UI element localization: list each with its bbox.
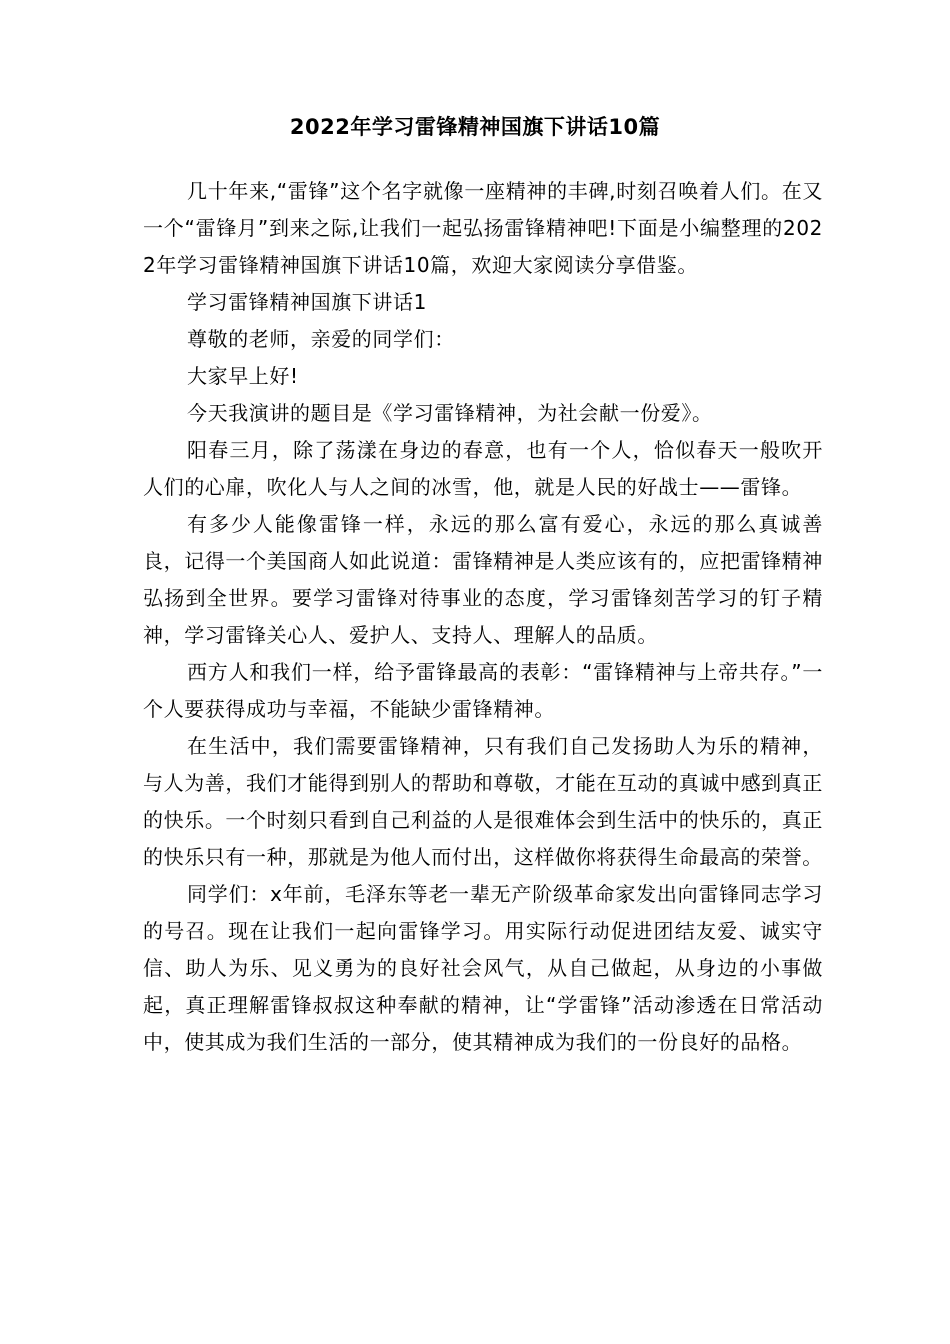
section-heading: 学习雷锋精神国旗下讲话1	[187, 290, 427, 314]
body-paragraph: 在生活中，我们需要雷锋精神，只有我们自己发扬助人为乐的精神，与人为善，我们才能得到别人的帮助和尊敬，才能在互动的真诚中感到真正的快乐。一个时刻只看到自己利益的人是很难体会到生活中的快乐的，真正的快乐只有一种，那就是为他人而付出，这样做你将获得生命最高的荣誉。	[143, 734, 823, 869]
salutation: 尊敬的老师，亲爱的同学们：	[187, 327, 455, 351]
document-title: 2022年学习雷锋精神国旗下讲话10篇	[289, 115, 661, 139]
document-body	[143, 173, 823, 1061]
intro-paragraph: 几十年来,“雷锋”这个名字就像一座精神的丰碑,时刻召唤着人们。在又一个“雷锋月”到来之际,让我们一起弘扬雷锋精神吧!下面是小编整理的2022年学习雷锋精神国旗下讲话10篇，欢迎大家阅读分享借鉴。	[143, 179, 823, 277]
body-paragraph: 同学们：x年前，毛泽东等老一辈无产阶级革命家发出向雷锋同志学习的号召。现在让我们一起向雷锋学习。用实际行动促进团结友爱、诚实守信、助人为乐、见义勇为的良好社会风气，从自己做起，从身边的小事做起，真正理解雷锋叔叔这种奉献的精神，让“学雷锋”活动渗透在日常活动中，使其成为我们生活的一部分，使其精神成为我们的一份良好的品格。	[143, 882, 823, 1054]
body-paragraph: 有多少人能像雷锋一样，永远的那么富有爱心，永远的那么真诚善良，记得一个美国商人如此说道：雷锋精神是人类应该有的，应把雷锋精神弘扬到全世界。要学习雷锋对待事业的态度，学习雷锋刻苦学习的钉子精神，学习雷锋关心人、爱护人、支持人、理解人的品质。	[143, 512, 823, 647]
speech-topic-paragraph: 今天我演讲的题目是《学习雷锋精神，为社会献一份爱》。	[187, 401, 713, 425]
body-paragraph: 阳春三月，除了荡漾在身边的春意，也有一个人，恰似春天一般吹开人们的心扉，吹化人与人之间的冰雪，他，就是人民的好战士——雷锋。	[143, 438, 823, 499]
body-paragraph: 西方人和我们一样，给予雷锋最高的表彰：“雷锋精神与上帝共存。”一个人要获得成功与幸福，不能缺少雷锋精神。	[143, 660, 823, 721]
greeting: 大家早上好!	[187, 364, 299, 388]
